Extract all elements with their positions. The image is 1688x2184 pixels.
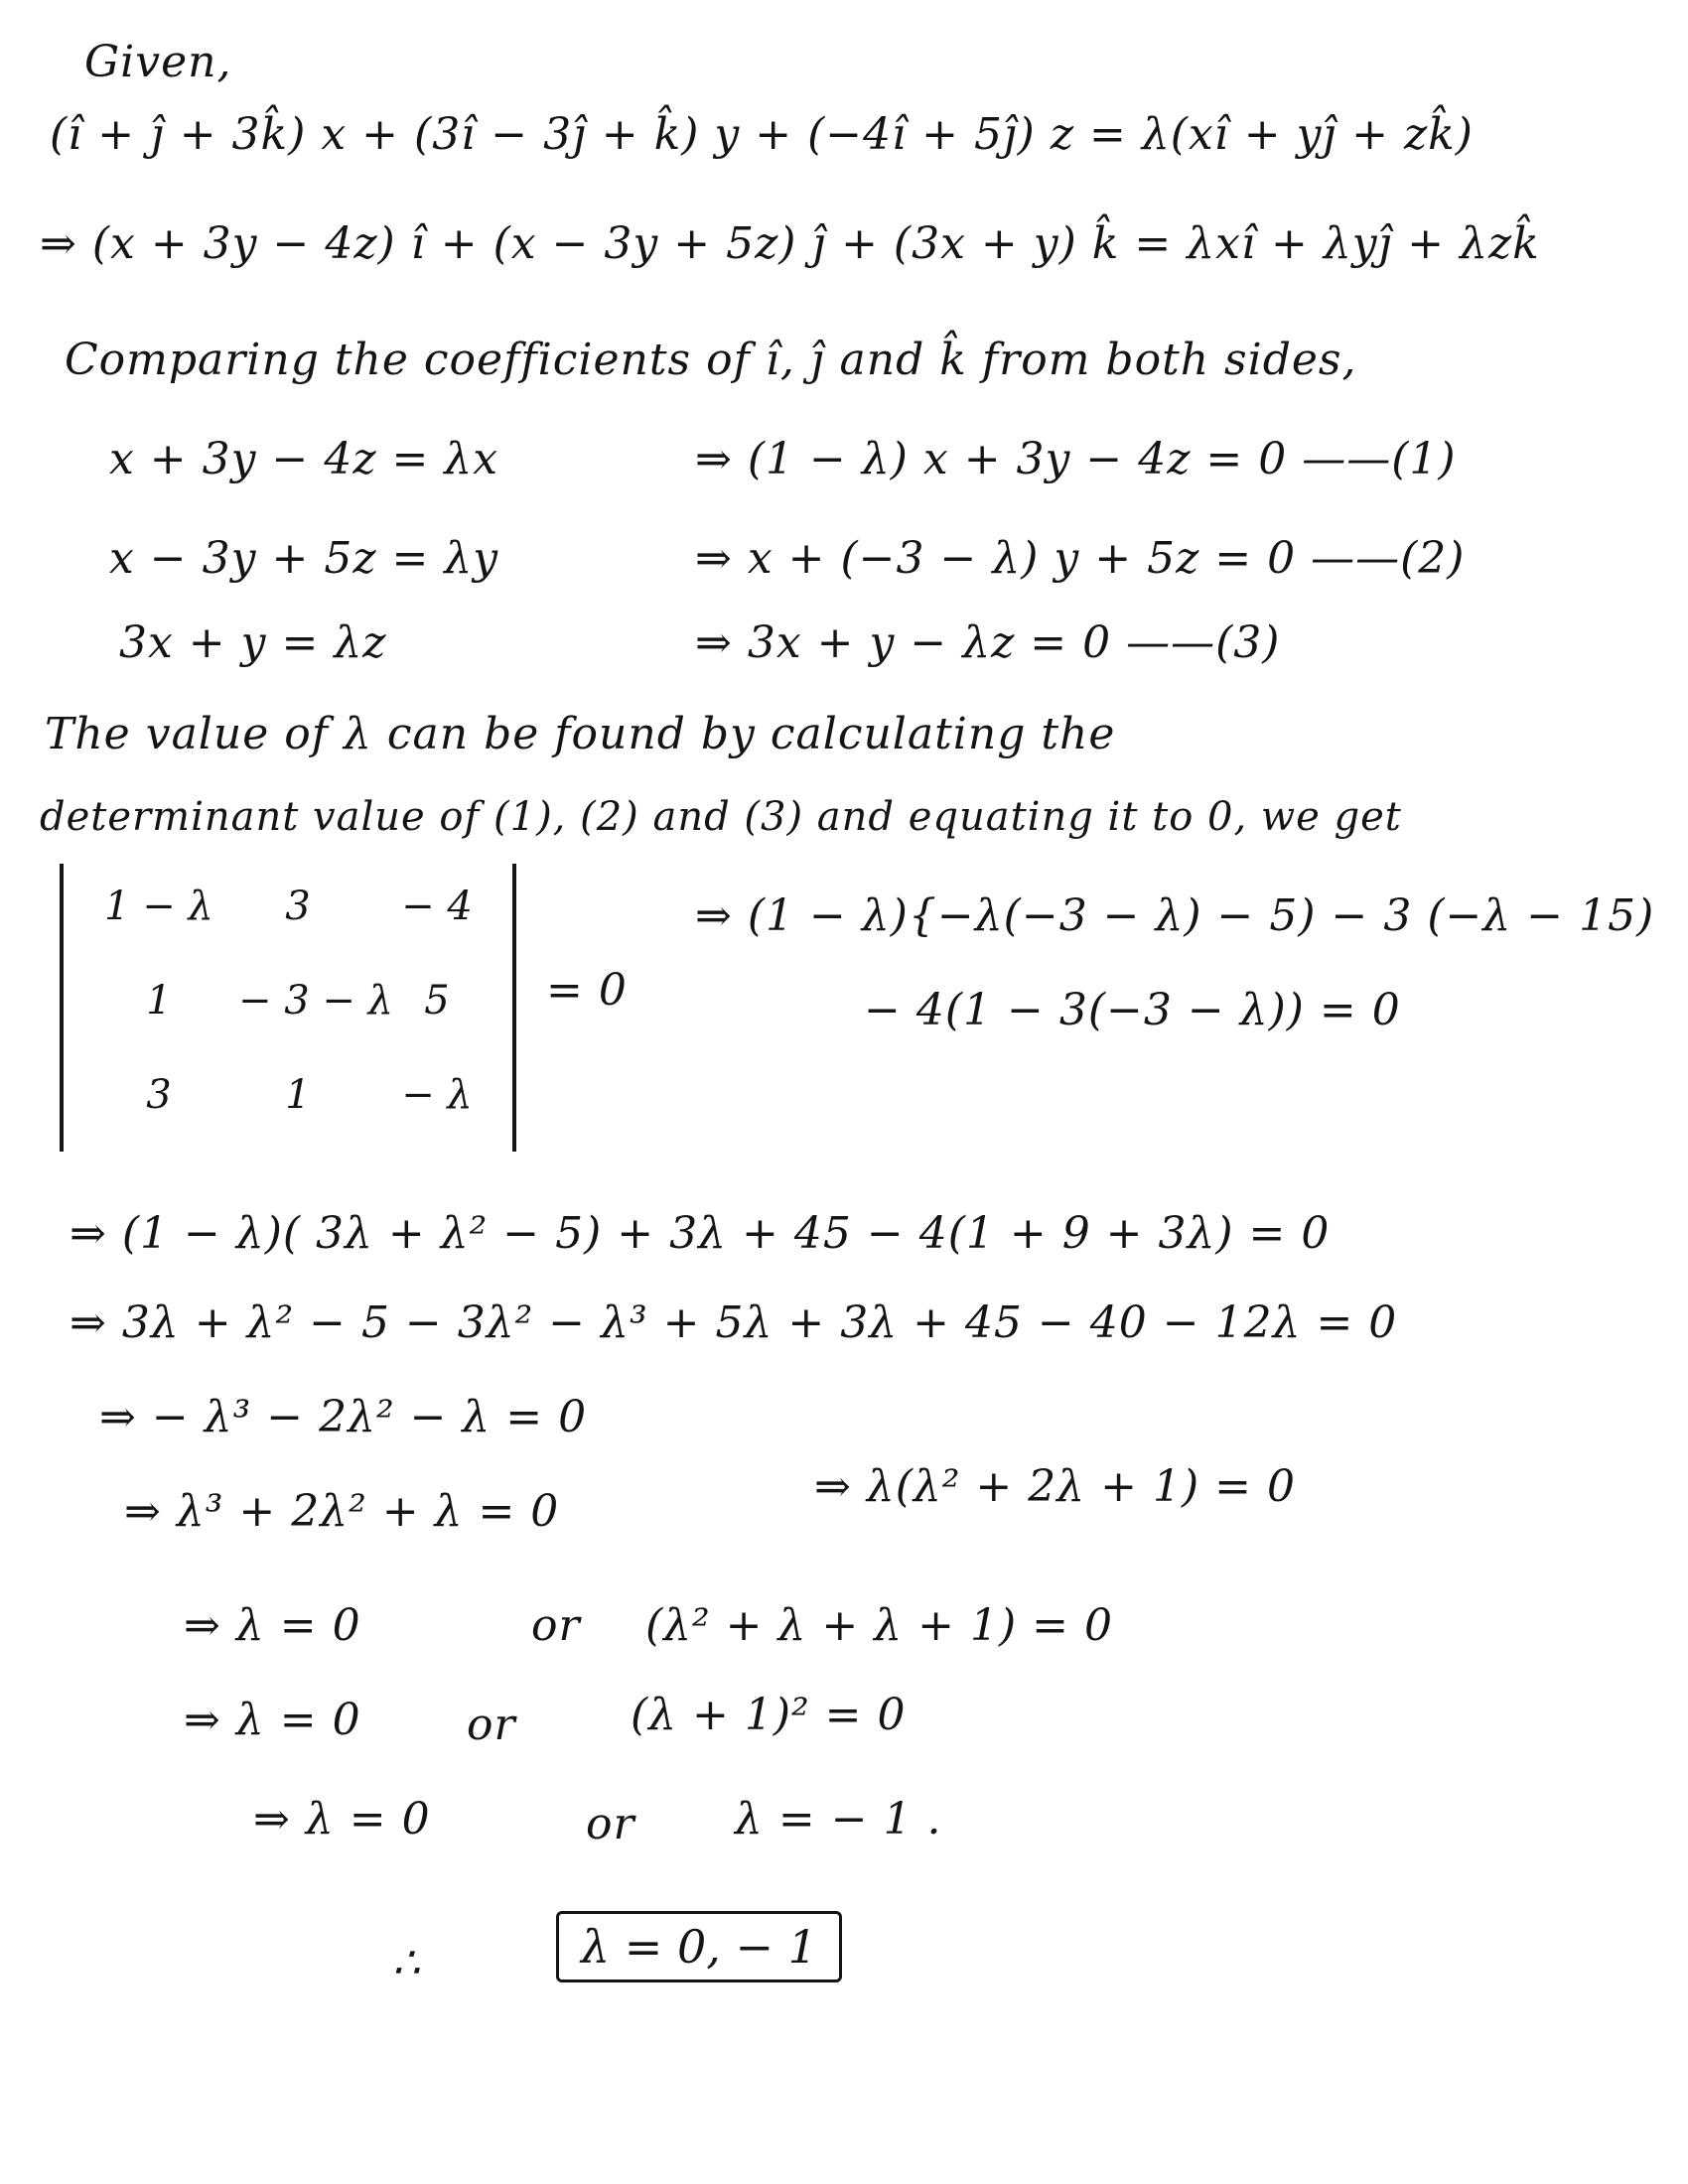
step-5-left: ⇒ λ = 0	[184, 1600, 361, 1651]
step-6-right: (λ + 1)² = 0	[631, 1690, 907, 1740]
equation-expanded: ⇒ (x + 3y − 4z) î + (x − 3y + 5z) ĵ + (3x + y) k̂ = λxî + λyĵ + λzk̂	[40, 218, 1540, 269]
expansion-line-2: − 4(1 − 3(−3 − λ)) = 0	[864, 985, 1401, 1035]
determinant-cell: − 3 − λ	[238, 978, 393, 1024]
step-6-left: ⇒ λ = 0	[184, 1695, 361, 1745]
step-5-right: (λ² + λ + λ + 1) = 0	[645, 1600, 1113, 1651]
component-eq-1-left: x + 3y − 4z = λx	[109, 434, 499, 484]
component-eq-1-right: ⇒ (1 − λ) x + 3y − 4z = 0 ——(1)	[695, 434, 1457, 484]
step-6-or: or	[467, 1700, 516, 1750]
determinant-right-bar	[512, 864, 516, 1152]
determinant-cell: 3	[285, 884, 311, 929]
therefore-symbol: ∴	[392, 1938, 421, 1988]
determinant-cell: 3	[146, 1072, 172, 1118]
final-answer: λ = 0, − 1	[581, 1920, 817, 1974]
given-heading: Given,	[84, 37, 232, 87]
comparing-text: Comparing the coefficients of î, ĵ and k̂ from both sides,	[65, 335, 1357, 385]
determinant	[60, 864, 516, 1152]
component-eq-3-left: 3x + y = λz	[119, 617, 387, 668]
determinant-cell: − λ	[401, 1072, 473, 1118]
step-1: ⇒ (1 − λ)( 3λ + λ² − 5) + 3λ + 45 − 4(1 + 9 + 3λ) = 0	[70, 1208, 1331, 1259]
explanation-line-1: The value of λ can be found by calculating the	[45, 709, 1116, 759]
step-7-or: or	[586, 1799, 635, 1849]
component-eq-2-left: x − 3y + 5z = λy	[109, 533, 499, 584]
determinant-equals-zero: = 0	[546, 965, 628, 1016]
step-3: ⇒ − λ³ − 2λ² − λ = 0	[99, 1392, 588, 1442]
step-2: ⇒ 3λ + λ² − 5 − 3λ² − λ³ + 5λ + 3λ + 45 − 40 − 12λ = 0	[70, 1297, 1398, 1348]
determinant-left-bar	[60, 864, 64, 1152]
component-eq-3-right: ⇒ 3x + y − λz = 0 ——(3)	[695, 617, 1281, 668]
determinant-row-3	[99, 1072, 496, 1118]
determinant-row-2	[99, 978, 496, 1024]
determinant-row-1	[99, 884, 496, 929]
component-eq-2-right: ⇒ x + (−3 − λ) y + 5z = 0 ——(2)	[695, 533, 1466, 584]
determinant-cell: − 4	[401, 884, 473, 929]
determinant-cell: 1	[285, 1072, 311, 1118]
step-5-or: or	[531, 1600, 581, 1651]
determinant-cell: 1	[146, 978, 172, 1024]
determinant-cell: 1 − λ	[104, 884, 213, 929]
determinant-cell: 5	[424, 978, 450, 1024]
step-4-left: ⇒ λ³ + 2λ² + λ = 0	[124, 1486, 560, 1537]
explanation-line-2: determinant value of (1), (2) and (3) and equating it to 0, we get	[40, 794, 1402, 840]
equation-given: (î + ĵ + 3k̂) x + (3î − 3ĵ + k̂) y + (−4î + 5ĵ) z = λ(xî + yĵ + zk̂)	[50, 109, 1474, 160]
step-7-left: ⇒ λ = 0	[253, 1794, 431, 1844]
final-answer-box	[556, 1911, 842, 1982]
step-4-right: ⇒ λ(λ² + 2λ + 1) = 0	[814, 1461, 1296, 1512]
expansion-line-1: ⇒ (1 − λ){−λ(−3 − λ) − 5) − 3 (−λ − 15)	[695, 890, 1655, 941]
step-7-right: λ = − 1 .	[735, 1794, 942, 1844]
